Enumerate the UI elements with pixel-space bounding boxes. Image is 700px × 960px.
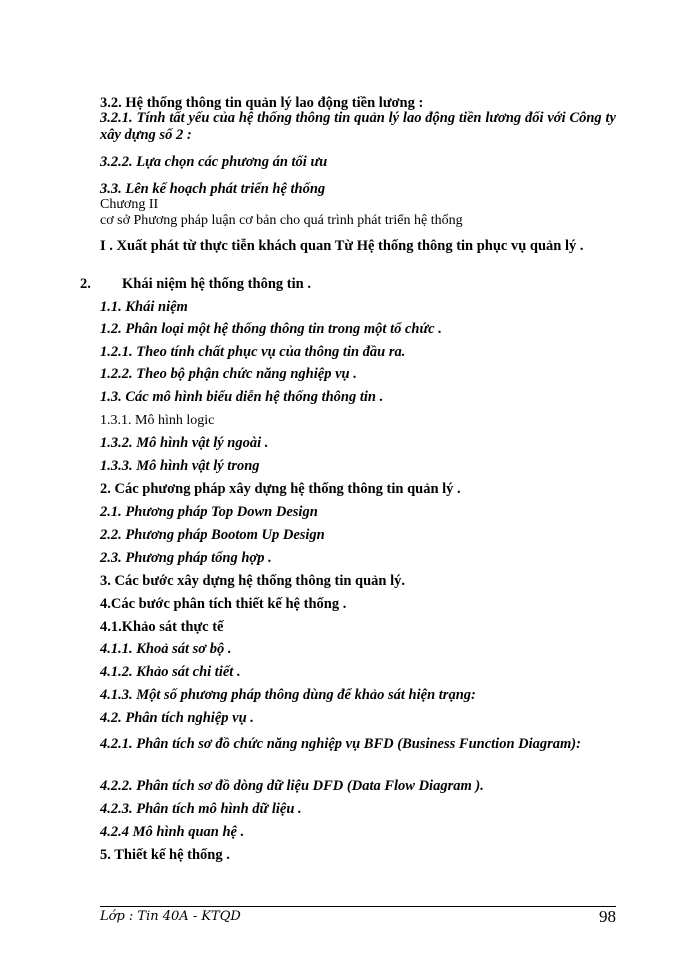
item-2-methods: 2. Các phương pháp xây dựng hệ thống thông tin quản lý . bbox=[100, 481, 461, 497]
item-4-1-2: 4.1.2. Khảo sát chi tiết . bbox=[100, 664, 241, 680]
item-1-2: 1.2. Phân loại một hệ thống thông tin trong một tổ chức . bbox=[100, 321, 442, 337]
heading-3-2-2: 3.2.2. Lựa chọn các phương án tối ưu bbox=[100, 154, 328, 170]
item-1-3-1: 1.3.1. Mô hình logic bbox=[100, 413, 215, 428]
item-1-2-1: 1.2.1. Theo tính chất phục vụ của thông tin đầu ra. bbox=[100, 344, 406, 360]
item-4-1-3: 4.1.3. Một số phương pháp thông dùng để khảo sát hiện trạng: bbox=[100, 687, 476, 703]
item-4: 4.Các bước phân tích thiết kế hệ thống . bbox=[100, 596, 347, 612]
heading-3-2: 3.2. Hệ thống thông tin quản lý lao động tiền lương : bbox=[100, 95, 424, 111]
item-1-3-2: 1.3.2. Mô hình vật lý ngoài . bbox=[100, 435, 269, 451]
chapter-title: cơ sở Phương pháp luận cơ bản cho quá trình phát triển hệ thống bbox=[100, 213, 463, 228]
item-4-1: 4.1.Khảo sát thực tế bbox=[100, 619, 224, 635]
item-1-3: 1.3. Các mô hình biểu diễn hệ thống thông tin . bbox=[100, 389, 384, 405]
item-4-2-4: 4.2.4 Mô hình quan hệ . bbox=[100, 824, 245, 840]
item-1-3-3: 1.3.3. Mô hình vật lý trong bbox=[100, 458, 260, 474]
footer-class-label: Lớp : Tin 40A - KTQD bbox=[100, 909, 241, 924]
section-2-number: 2. bbox=[80, 276, 91, 292]
heading-3-3: 3.3. Lên kế hoạch phát triển hệ thống bbox=[100, 181, 326, 197]
item-4-2-1: 4.2.1. Phân tích sơ đồ chức năng nghiệp vụ BFD (Business Function Diagram): bbox=[100, 736, 581, 752]
item-4-1-1: 4.1.1. Khoả sát sơ bộ . bbox=[100, 641, 232, 657]
chapter-label: Chương II bbox=[100, 197, 159, 212]
section-i: I . Xuất phát từ thực tiễn khách quan Từ Hệ thống thông tin phục vụ quản lý . bbox=[100, 238, 584, 254]
page-number: 98 bbox=[599, 907, 616, 926]
item-2-1: 2.1. Phương pháp Top Down Design bbox=[100, 504, 318, 520]
item-4-2: 4.2. Phân tích nghiệp vụ . bbox=[100, 710, 254, 726]
section-2-title: Khái niệm hệ thống thông tin . bbox=[122, 276, 311, 292]
item-1-2-2: 1.2.2. Theo bộ phận chức năng nghiệp vụ . bbox=[100, 366, 357, 382]
footer-rule bbox=[100, 906, 616, 907]
item-2-3: 2.3. Phương pháp tổng hợp . bbox=[100, 550, 272, 566]
item-4-2-2: 4.2.2. Phân tích sơ đồ dòng dữ liệu DFD (Data Flow Diagram ). bbox=[100, 778, 484, 794]
item-2-2: 2.2. Phương pháp Bootom Up Design bbox=[100, 527, 325, 543]
item-4-2-3: 4.2.3. Phân tích mô hình dữ liệu . bbox=[100, 801, 302, 817]
heading-3-2-1: 3.2.1. Tính tất yếu của hệ thống thông tin quản lý lao động tiền lương đối với Công ty xây dựng số 2 : bbox=[100, 110, 616, 143]
item-3: 3. Các bước xây dựng hệ thống thông tin quản lý. bbox=[100, 573, 406, 589]
item-5: 5. Thiết kế hệ thống . bbox=[100, 847, 230, 863]
item-1-1: 1.1. Khái niệm bbox=[100, 299, 188, 315]
